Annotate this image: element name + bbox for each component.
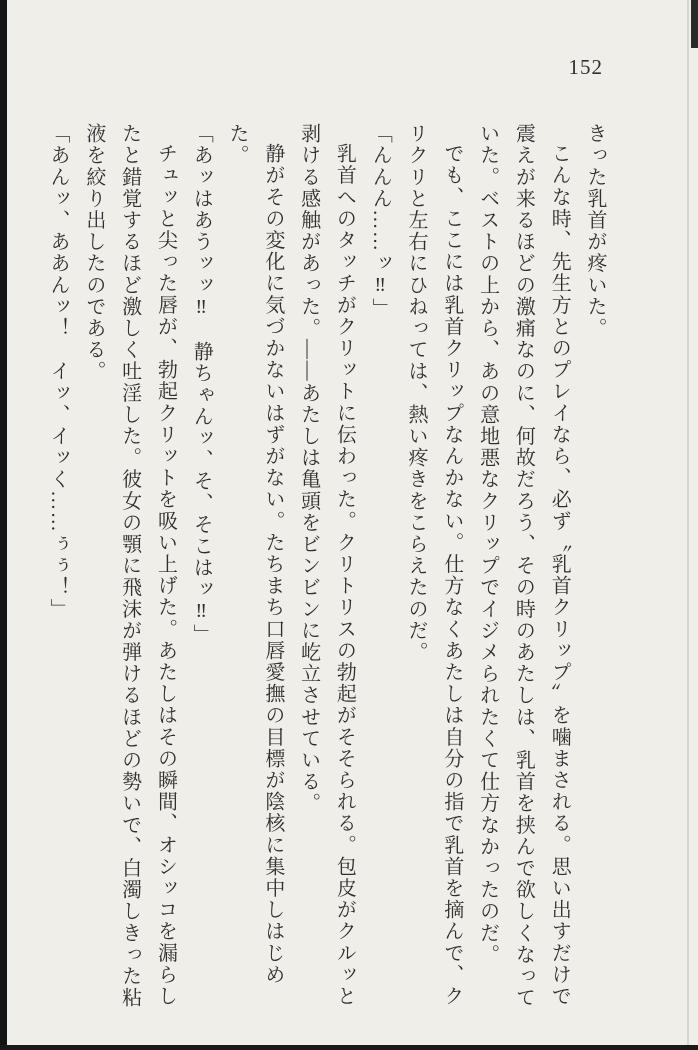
paragraph: 静がその変化に気づかないはずがない。たちまち口唇愛撫の目標が陰核に集中しはじめた。	[226, 123, 284, 986]
paragraph: 乳首へのタッチがクリットに伝わった。クリトリスの勃起がそそられる。包皮がクルッと剥ける感触があった。――あたしは亀頭をビンビンに屹立させている。	[297, 123, 356, 1007]
paragraph: 「んんん……ッ‼」	[369, 123, 392, 320]
paragraph: 「あッはあうッッ‼ 静ちゃんッ、そ、そこはッ‼」	[190, 123, 213, 646]
scan-edge-bottom	[0, 1045, 698, 1050]
scan-edge-right-crease	[687, 0, 689, 1050]
text-block	[39, 123, 612, 1013]
paragraph: きった乳首が疼いた。	[584, 123, 606, 339]
paragraph: でも、ここには乳首クリップなんかない。仕方なくあたしは自分の指で乳首を摘んで、クリクリと左右にひねっては、熱い疼きをこらえたのだ。	[405, 123, 463, 1007]
paragraph: こんな時、先生方とのプレイなら、必ず〝乳首クリップ〟を噛まされる。思い出すだけで震えが来るほどの激痛なのに、何故だろう、その時のあたしは、乳首を挟んで欲しくなっていた。ベストの上から、あの意地悪なクリップでイジメられたくて仕方なかったのだ。	[476, 123, 571, 1009]
scan-edge-left	[0, 0, 7, 1050]
paragraph: チュッと尖った唇が、勃起クリットを吸い上げた。あたしはその瞬間、オシッコを漏らしたと錯覚するほど激しく吐淫した。彼女の顎に飛沫が弾けるほどの勢いで、白濁しきった粘液を絞り出したのである。	[82, 123, 177, 1009]
scan-edge-top-right	[691, 0, 698, 48]
page-number: 152	[568, 55, 603, 79]
paragraph: 「あんッ、ああんッ！ イッ、イッく……ぅぅ！」	[47, 123, 70, 620]
